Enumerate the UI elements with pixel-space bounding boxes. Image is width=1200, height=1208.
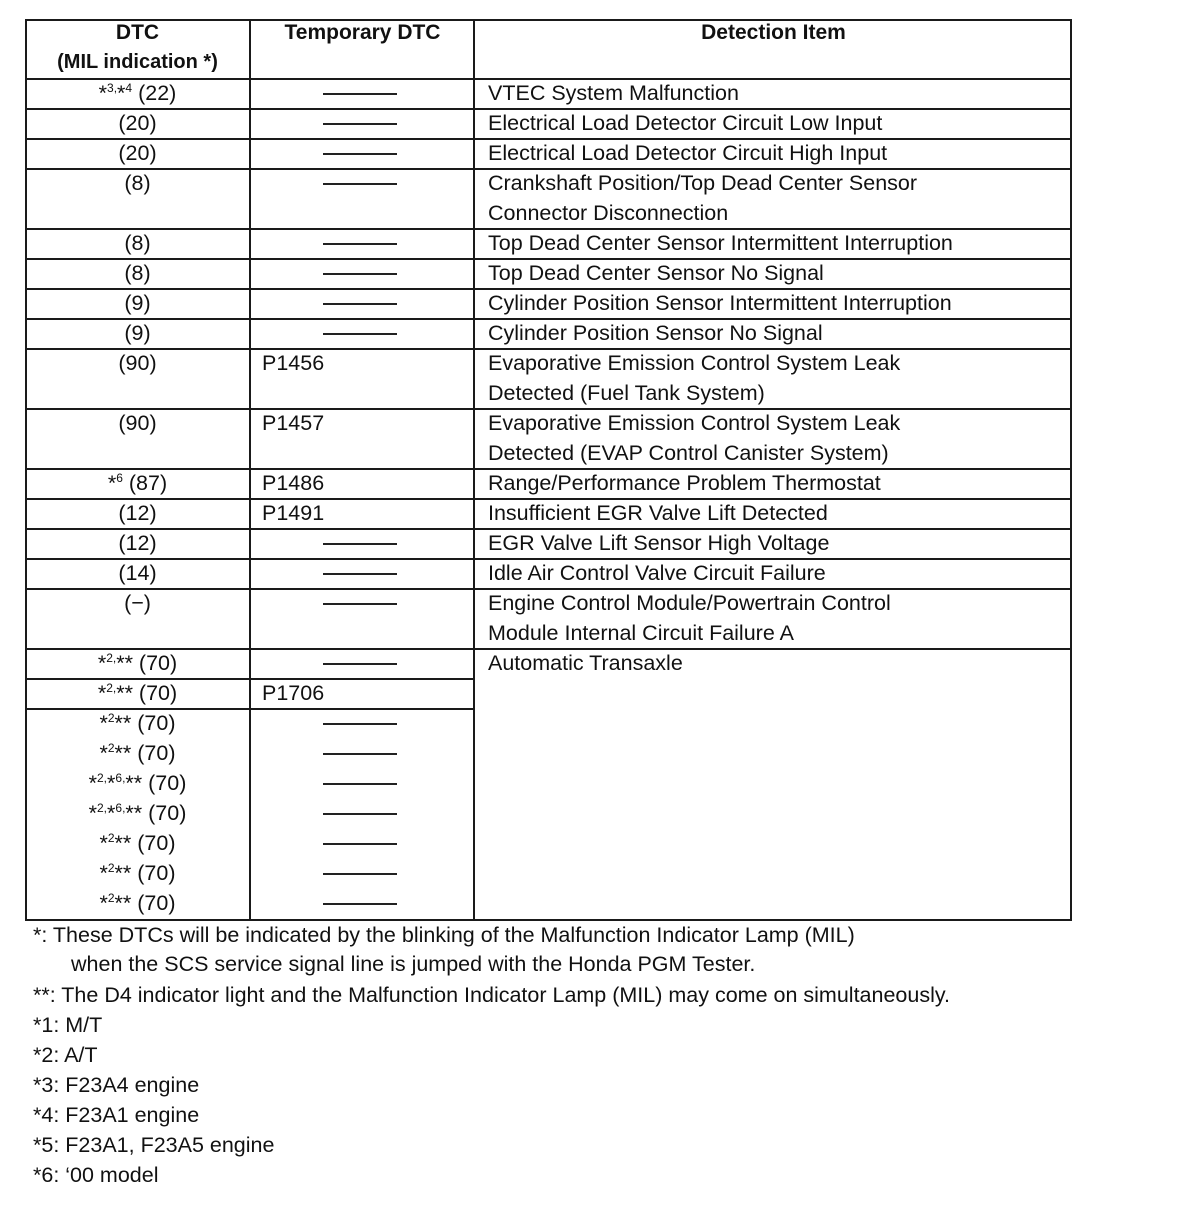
detection-item: Top Dead Center Sensor No Signal (488, 261, 824, 285)
dtc-code: (8) (124, 231, 151, 255)
detection-item: Crankshaft Position/Top Dead Center Sensor (488, 171, 918, 195)
footnote-5: *5: F23A1, F23A5 engine (33, 1133, 275, 1157)
detection-item-line2: Module Internal Circuit Failure A (488, 621, 794, 645)
detection-item: Automatic Transaxle (488, 651, 683, 675)
dtc-code: (14) (118, 561, 157, 585)
dash-mark (323, 843, 397, 845)
dash-mark (323, 783, 397, 785)
temporary-dtc-code: P1706 (262, 681, 325, 705)
detection-item: Cylinder Position Sensor Intermittent Interruption (488, 291, 952, 315)
dash-mark (323, 813, 397, 815)
detection-item: EGR Valve Lift Sensor High Voltage (488, 531, 830, 555)
detection-item-line2: Detected (Fuel Tank System) (488, 381, 765, 405)
dtc-code: *$^{2,}$** (70) (97, 651, 178, 675)
dtc-code: *$^2$** (70) (99, 861, 176, 885)
dtc-table (25, 19, 1072, 921)
dtc-footnote-ref: 2, (97, 771, 108, 785)
dtc-code: *$^2$** (70) (99, 711, 176, 735)
detection-item: Evaporative Emission Control System Leak (488, 351, 901, 375)
detection-item: Cylinder Position Sensor No Signal (488, 321, 823, 345)
footnote-1: *1: M/T (33, 1013, 103, 1037)
temporary-dtc-code: P1491 (262, 501, 325, 525)
dtc-code: (12) (118, 531, 157, 555)
dtc-footnote-ref: 2 (107, 891, 115, 905)
dash-mark (323, 663, 397, 665)
dtc-code: *$^2$** (70) (99, 831, 176, 855)
table-border-right (1070, 19, 1072, 921)
dtc-footnote-ref: 2 (107, 741, 115, 755)
dash-mark (323, 93, 397, 95)
footnote-d4: **: The D4 indicator light and the Malfunction Indicator Lamp (MIL) may come on simultaneously. (33, 983, 950, 1007)
dash-mark (323, 543, 397, 545)
detection-item: Electrical Load Detector Circuit Low Input (488, 111, 883, 135)
dtc-code: (8) (124, 261, 151, 285)
dtc-code: *$^{2,}$*$^{6,}$** (70) (88, 801, 187, 825)
dtc-code: (20) (118, 111, 157, 135)
dash-mark (323, 333, 397, 335)
dtc-footnote-ref: 2, (106, 651, 117, 665)
dtc-code: (90) (118, 351, 157, 375)
detection-item-line2: Connector Disconnection (488, 201, 729, 225)
dtc-footnote-ref: 2 (107, 831, 115, 845)
dash-mark (323, 303, 397, 305)
dash-mark (323, 273, 397, 275)
detection-item: Electrical Load Detector Circuit High Input (488, 141, 888, 165)
detection-item-line2: Detected (EVAP Control Canister System) (488, 441, 889, 465)
dash-mark (323, 603, 397, 605)
detection-item: Idle Air Control Valve Circuit Failure (488, 561, 826, 585)
dtc-footnote-ref: 4 (125, 81, 133, 95)
footnote-mil: *: These DTCs will be indicated by the blinking of the Malfunction Indicator Lamp (MIL) (33, 923, 855, 947)
dash-mark (323, 873, 397, 875)
dtc-code: (8) (124, 171, 151, 195)
temporary-dtc-code: P1486 (262, 471, 325, 495)
dash-mark (323, 573, 397, 575)
dash-mark (323, 183, 397, 185)
footnote-4: *4: F23A1 engine (33, 1103, 200, 1127)
dtc-footnote-ref: 2 (107, 711, 115, 725)
dash-mark (323, 123, 397, 125)
footnote-mil-cont: when the SCS service signal line is jumped with the Honda PGM Tester. (71, 952, 756, 976)
dtc-footnote-ref: 6, (115, 801, 126, 815)
dtc-footnote-ref: 2, (97, 801, 108, 815)
dash-mark (323, 753, 397, 755)
dash-mark (323, 903, 397, 905)
dtc-code: *$^{2,}$** (70) (97, 681, 178, 705)
dtc-code: *$^{3,}$*$^4$ (22) (98, 81, 177, 105)
dtc-code: (12) (118, 501, 157, 525)
detection-item: Insufficient EGR Valve Lift Detected (488, 501, 828, 525)
column-divider-2 (473, 19, 475, 921)
dash-mark (323, 153, 397, 155)
dtc-footnote-ref: 2, (106, 681, 117, 695)
detection-item: Range/Performance Problem Thermostat (488, 471, 881, 495)
dtc-code: *$^2$** (70) (99, 741, 176, 765)
dtc-code: *$^6$ (87) (107, 471, 168, 495)
dtc-footnote-ref: 6, (115, 771, 126, 785)
detection-item: Top Dead Center Sensor Intermittent Interruption (488, 231, 953, 255)
footnote-3: *3: F23A4 engine (33, 1073, 200, 1097)
dtc-code: (90) (118, 411, 157, 435)
dtc-code: (9) (124, 321, 151, 345)
detection-item: Evaporative Emission Control System Leak (488, 411, 901, 435)
temporary-dtc-code: P1456 (262, 351, 325, 375)
dtc-footnote-ref: 3, (107, 81, 118, 95)
dtc-code: (−) (124, 591, 151, 615)
header-dtc-sub: (MIL indication *) (57, 51, 218, 73)
detection-item: VTEC System Malfunction (488, 81, 739, 105)
footnote-2: *2: A/T (33, 1043, 98, 1067)
header-detection-item: Detection Item (701, 21, 846, 44)
dtc-code: *$^{2,}$*$^{6,}$** (70) (88, 771, 187, 795)
header-dtc: DTC (115, 21, 160, 44)
dtc-footnote-ref: 6 (116, 471, 123, 485)
dtc-code: (20) (118, 141, 157, 165)
dtc-footnote-ref: 2 (107, 861, 115, 875)
dtc-code: (9) (124, 291, 151, 315)
header-temporary-dtc: Temporary DTC (284, 21, 441, 44)
detection-item: Engine Control Module/Powertrain Control (488, 591, 891, 615)
temporary-dtc-code: P1457 (262, 411, 325, 435)
dtc-code: *$^2$** (70) (99, 891, 176, 915)
footnote-6: *6: ‘00 model (33, 1163, 159, 1187)
dash-mark (323, 723, 397, 725)
dash-mark (323, 243, 397, 245)
